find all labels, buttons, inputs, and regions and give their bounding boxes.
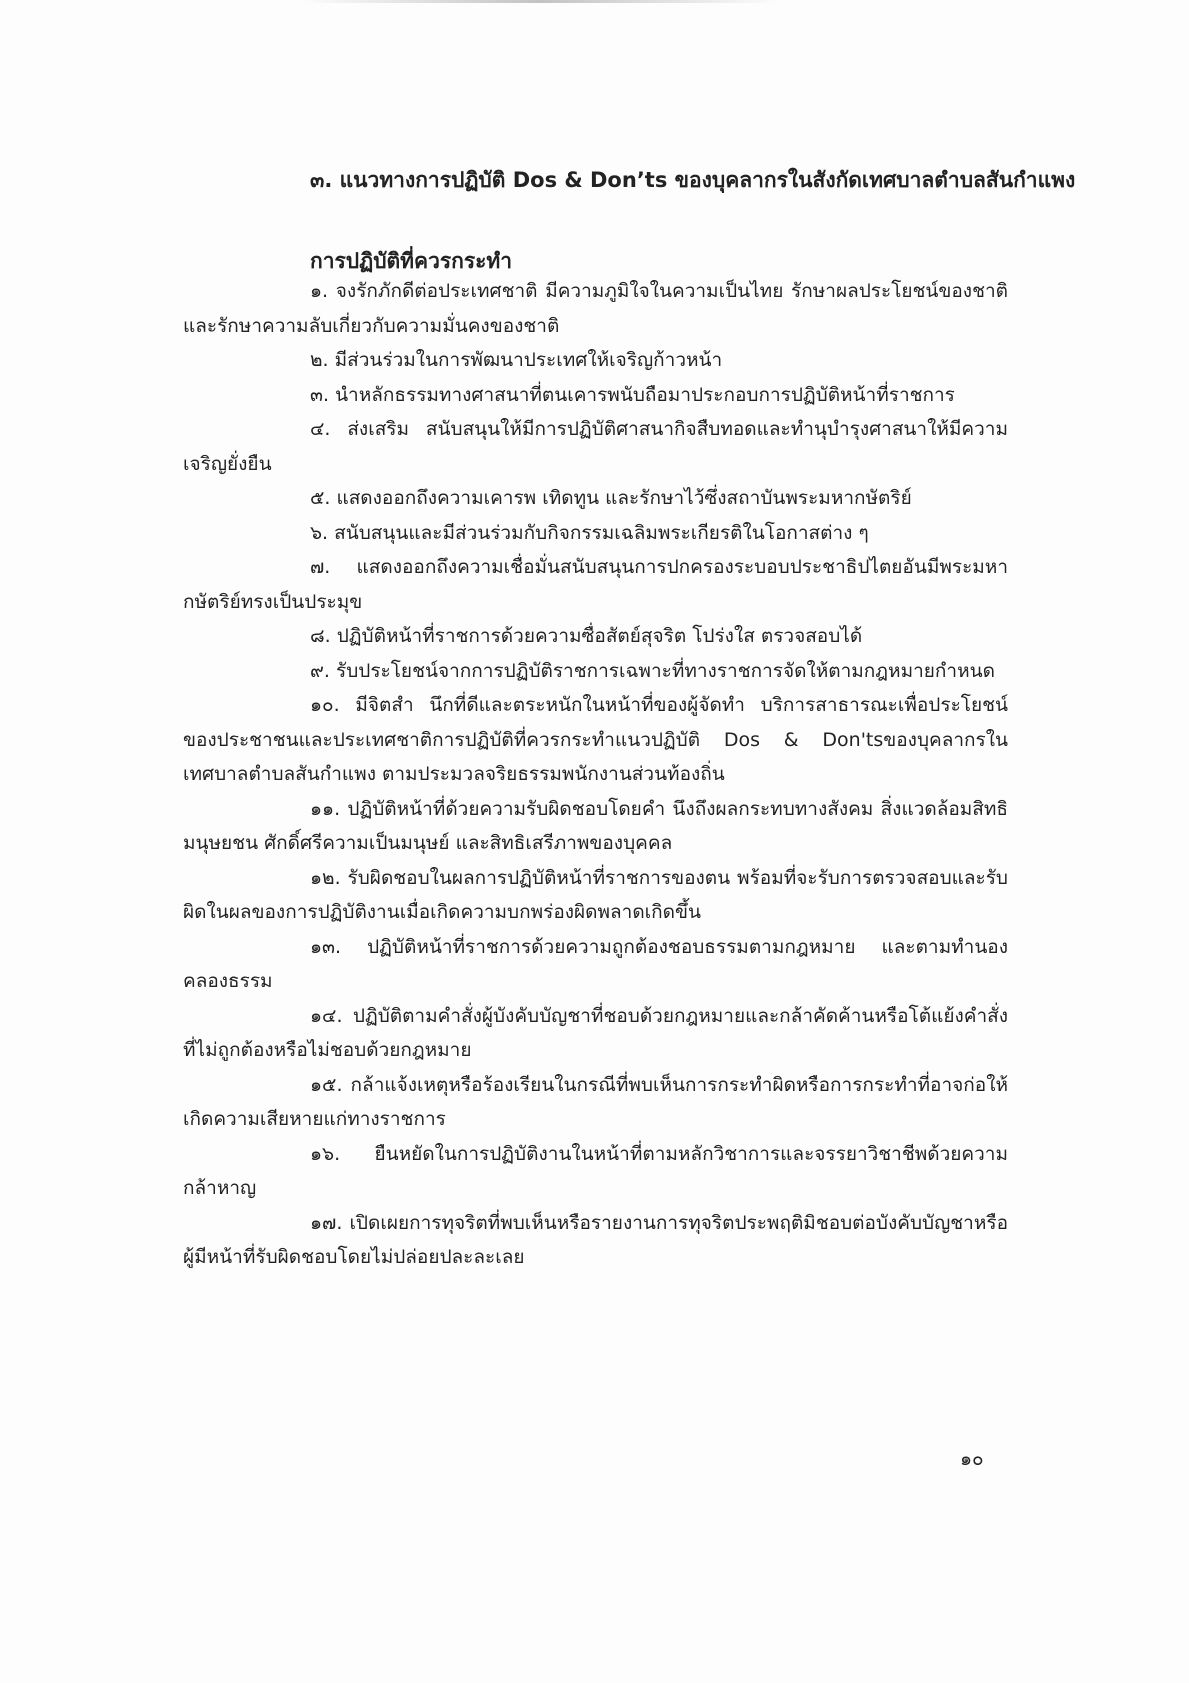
- guideline-item: [183, 999, 1008, 1068]
- guideline-item: [183, 930, 1008, 999]
- guideline-item-text: ๑๒. รับผิดชอบในผลการปฏิบัติหน้าที่ราชการของตน พร้อมที่จะรับการตรวจสอบและรับผิดในผลของการปฏิบัติงานเมื่อเกิดความบกพร่องผิดพลาดเกิดขึ้น: [183, 866, 1008, 923]
- guideline-item: [183, 1206, 1008, 1275]
- guideline-item: [183, 792, 1008, 861]
- guideline-item: [183, 274, 1008, 343]
- guideline-item-text: ๑๕. กล้าแจ้งเหตุหรือร้องเรียนในกรณีที่พบเห็นการกระทำผิดหรือการกระทำที่อาจก่อให้เกิดความเสียหายแก่ทางราชการ: [183, 1073, 1008, 1130]
- guideline-item-text: ๑๑. ปฏิบัติหน้าที่ด้วยความรับผิดชอบโดยคำ นึงถึงผลกระทบทางสังคม สิ่งแวดล้อมสิทธิมนุษยชน ศักดิ์ศรีความเป็นมนุษย์ และสิทธิเสรีภาพของบุคคล: [183, 797, 1008, 854]
- guideline-item-text: ๒. มีส่วนร่วมในการพัฒนาประเทศให้เจริญก้าวหน้า: [310, 349, 723, 371]
- guideline-item: [183, 688, 1008, 792]
- page-number: ๑๐: [960, 1448, 984, 1470]
- guideline-item-text: ๑๔. ปฏิบัติตามคำสั่งผู้บังคับบัญชาที่ชอบด้วยกฎหมายและกล้าคัดค้านหรือโต้แย้งคำสั่งที่ไม่ถูกต้องหรือไม่ชอบด้วยกฎหมาย: [183, 1004, 1008, 1061]
- guideline-item: [183, 1068, 1008, 1137]
- document-title: ๓. แนวทางการปฏิบัติ Dos & Don’ts ของบุคลากรในสังกัดเทศบาลตำบลสันกำแพง: [310, 168, 1076, 192]
- guideline-item-text: ๕. แสดงออกถึงความเคารพ เทิดทูน และรักษาไว้ซึ่งสถาบันพระมหากษัตริย์: [310, 487, 912, 509]
- guideline-item-text: ๑๓. ปฏิบัติหน้าที่ราชการด้วยความถูกต้องชอบธรรมตามกฎหมาย และตามทำนองคลองธรรม: [183, 935, 1008, 992]
- guideline-item-text: ๑๖. ยืนหยัดในการปฏิบัติงานในหน้าที่ตามหลักวิชาการและจรรยาวิชาชีพด้วยความกล้าหาญ: [183, 1142, 1008, 1199]
- guideline-item: [183, 654, 1008, 689]
- guideline-item: [183, 481, 1008, 516]
- guideline-item-text: ๑๗. เปิดเผยการทุจริตที่พบเห็นหรือรายงานการทุจริตประพฤติมิชอบต่อบังคับบัญชาหรือผู้มีหน้าที่รับผิดชอบโดยไม่ปล่อยปละละเลย: [183, 1211, 1008, 1268]
- guideline-item: [183, 343, 1008, 378]
- guideline-list: [183, 274, 1008, 1275]
- guideline-item-text: ๑. จงรักภักดีต่อประเทศชาติ มีความภูมิใจในความเป็นไทย รักษาผลประโยชน์ของชาติ และรักษาความลับเกี่ยวกับความมั่นคงของชาติ: [183, 280, 1008, 337]
- guideline-item: [183, 550, 1008, 619]
- guideline-item-text: ๖. สนับสนุนและมีส่วนร่วมกับกิจกรรมเฉลิมพระเกียรติในโอกาสต่าง ๆ: [310, 521, 869, 544]
- guideline-item: [183, 516, 1008, 551]
- guideline-item: [183, 378, 1008, 413]
- guideline-item-text: ๑๐. มีจิตสำ นึกที่ดีและตระหนักในหน้าที่ของผู้จัดทำ บริการสาธารณะเพื่อประโยชน์ของประชาชนและประเทศชาติการปฏิบัติที่ควรกระทำแนวปฏิบัติ Dos & Don'tsของบุคลากรในเทศบาลตำบลสันกำแพง ตามประมวลจริยธรรมพนักงานส่วนท้องถิ่น: [183, 694, 1008, 785]
- guideline-item-text: ๗. แสดงออกถึงความเชื่อมั่นสนับสนุนการปกครองระบอบประชาธิปไตยอันมีพระมหากษัตริย์ทรงเป็นประมุข: [183, 556, 1008, 613]
- scan-edge-mark: [300, 0, 780, 3]
- guideline-item-text: ๙. รับประโยชน์จากการปฏิบัติราชการเฉพาะที่ทางราชการจัดให้ตามกฎหมายกำหนด: [310, 659, 995, 682]
- guideline-item: [183, 412, 1008, 481]
- guideline-item: [183, 861, 1008, 930]
- section-heading: การปฏิบัติที่ควรกระทำ: [310, 249, 513, 273]
- guideline-item-text: ๔. ส่งเสริม สนับสนุนให้มีการปฏิบัติศาสนากิจสืบทอดและทำนุบำรุงศาสนาให้มีความเจริญยั่งยืน: [183, 418, 1008, 475]
- guideline-item: [183, 619, 1008, 654]
- guideline-item-text: ๘. ปฏิบัติหน้าที่ราชการด้วยความซื่อสัตย์สุจริต โปร่งใส ตรวจสอบได้: [310, 625, 863, 647]
- guideline-item: [183, 1137, 1008, 1206]
- guideline-item-text: ๓. นำหลักธรรมทางศาสนาที่ตนเคารพนับถือมาประกอบการปฏิบัติหน้าที่ราชการ: [310, 383, 955, 406]
